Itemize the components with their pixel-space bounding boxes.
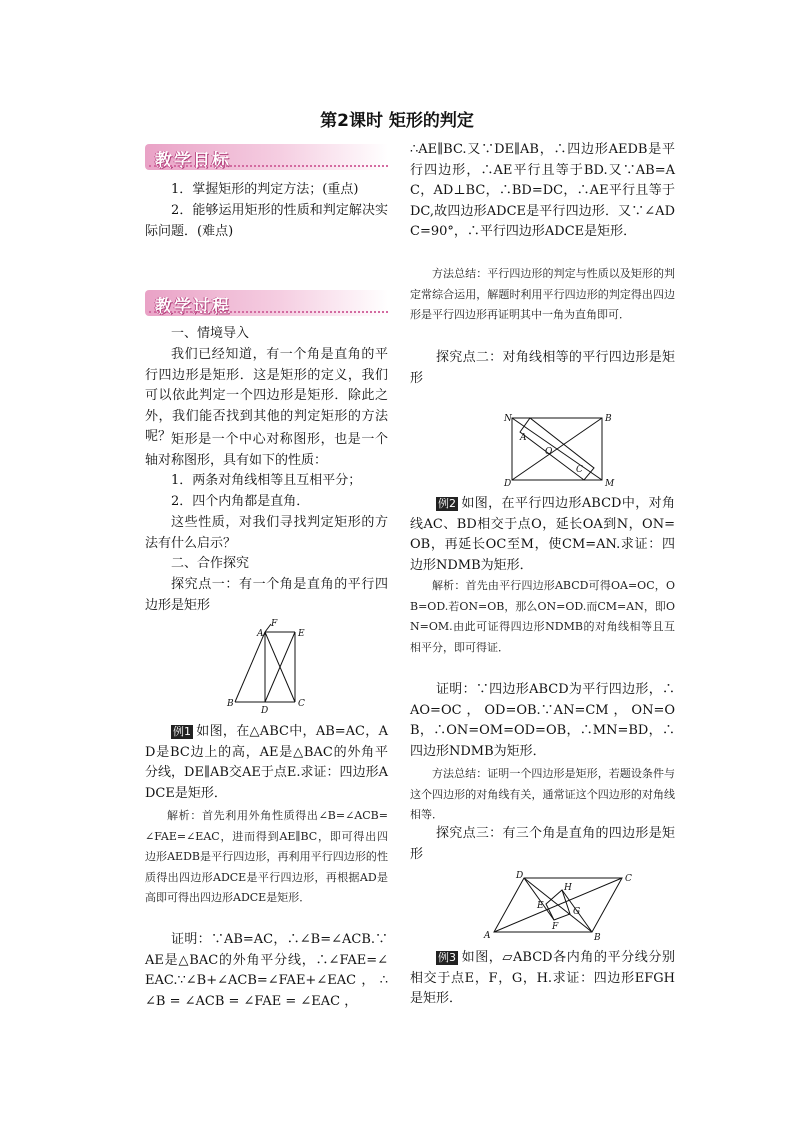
example-3 — [410, 948, 675, 1010]
example-2 — [410, 494, 675, 576]
fig3-label-h: H — [564, 883, 572, 893]
fig3-label-g: G — [573, 907, 581, 917]
example-1-text: 如图，在△ABC中，AB=AC，AD是BC边上的高，AE是△BAC的外角平分线，DE∥AB交AE于点E.求证：四边形ADCE是矩形． — [145, 724, 388, 801]
method-summary-2: 方法总结：证明一个四边形是矩形，若题设条件与这个四边形的对角线有关，通常证这个四边形的对角线相等． — [410, 767, 675, 821]
objective-2: 2．能够运用矩形的性质和判定解决实际问题．(难点) — [145, 203, 388, 239]
example-1-proof: 证明：∵AB=AC，∴∠B=∠ACB.∵AE是△BAC的外角平分线，∴∠FAE=∠EAC.∵∠B+∠ACB=∠FAE+∠EAC，∴∠B = ∠ACB = ∠FAE = ∠EAC ， — [145, 932, 388, 1009]
fig1-label-a: A — [257, 629, 264, 639]
fig1-line-ab — [235, 632, 265, 702]
fig1-label-f: F — [271, 619, 278, 629]
exploration-point-2: 探究点二：对角线相等的平行四边形是矩形 — [410, 350, 675, 386]
fig3-label-f: F — [552, 922, 559, 932]
property-2: 2．四个内角都是直角． — [171, 494, 310, 509]
fig1-label-b: B — [227, 699, 234, 709]
example-1-tag: 例1 — [173, 725, 191, 738]
method-summary-1: 方法总结：平行四边形的判定与性质以及矩形的判定常综合运用，解题时利用平行四边形的判定得出四边形是平行四边形再证明其中一角为直角即可． — [410, 267, 675, 321]
exploration-point-1: 探究点一：有一个角是直角的平行四边形是矩形 — [145, 577, 388, 613]
fig1-label-e: E — [298, 629, 305, 639]
fig3-label-e: E — [537, 901, 544, 911]
figure-1-triangle-rectangle — [225, 620, 315, 715]
fig2-label-b: B — [605, 414, 612, 424]
example-1 — [145, 722, 388, 804]
objectives-banner-label: 教学目标 — [155, 151, 231, 171]
fig2-label-c: C — [576, 465, 583, 475]
figure-2-parallelogram-rectangle — [502, 410, 622, 490]
objective-1: 1．掌握矩形的判定方法；(重点) — [171, 182, 359, 197]
example-3-text: 如图，▱ABCD各内角的平分线分别相交于点E，F，G，H.求证：四边形EFGH是矩形． — [410, 950, 675, 1006]
exploration-point-3: 探究点三：有三个角是直角的四边形是矩形 — [410, 826, 675, 862]
figure-3-parallelogram-bisectors — [482, 868, 642, 943]
intro-paragraph-2: 矩形是一个中心对称图形，也是一个轴对称图形，具有如下的性质： — [145, 432, 388, 468]
example-2-proof: 证明：∵四边形ABCD为平行四边形，∴AO=OC，OD=OB.∵AN=CM，ON=OB，∴ON=OM=OD=OB，∴MN=BD，∴四边形NDMB为矩形． — [410, 682, 675, 759]
property-1: 1．两条对角线相等且互相平分； — [171, 473, 362, 488]
fig3-label-c: C — [625, 874, 632, 884]
fig2-label-d: D — [504, 479, 512, 489]
fig3-bisector-d — [524, 878, 554, 920]
fig3-label-b: B — [594, 933, 601, 943]
example-3-tag: 例3 — [438, 951, 456, 964]
example-1-proof-continued: ∴AE∥BC.又∵DE∥AB，∴四边形AEDB是平行四边形，∴AE平行且等于BD.又∵AB=AC，AD⊥BC，∴BD=DC，∴AE平行且等于DC,故四边形ADCE是平行四边形．又∵∠ADC=90°，∴平行四边形ADCE是矩形． — [410, 142, 675, 239]
page-title: 第2课时 矩形的判定 — [320, 111, 474, 131]
fig2-label-m: M — [605, 479, 615, 489]
fig1-label-d: D — [261, 706, 269, 716]
intro-paragraph-3: 这些性质，对我们寻找判定矩形的方法有什么启示？ — [145, 515, 388, 551]
process-banner — [145, 290, 388, 316]
example-2-tag: 例2 — [438, 497, 456, 510]
section-heading-1: 一、情境导入 — [171, 326, 250, 341]
fig3-label-a: A — [484, 931, 491, 941]
example-2-text: 如图，在平行四边形ABCD中，对角线AC、BD相交于点O，延长OA到N，ON=OB，再延长OC至M，使CM=AN.求证：四边形NDMB为矩形． — [410, 496, 675, 573]
section-heading-2: 二、合作探究 — [171, 556, 250, 571]
fig3-label-d: D — [516, 871, 524, 881]
fig1-label-c: C — [298, 699, 305, 709]
example-1-analysis: 解析：首先利用外角性质得出∠B=∠ACB=∠FAE=∠EAC，进而得到AE∥BC，即可得出四边形AEDB是平行四边形，再利用平行四边形的性质得出四边形ADCE是平行四边形，再根据AD是高即可得出四边形ADCE是矩形． — [145, 809, 388, 904]
objectives-banner — [145, 144, 388, 170]
process-banner-label: 教学过程 — [155, 297, 231, 317]
example-2-analysis: 解析：首先由平行四边形ABCD可得OA=OC，OB=OD.若ON=OB，那么ON=OD.而CM=AN，即ON=OM.由此可证得四边形NDMB的对角线相等且互相平分，即可得证． — [410, 579, 675, 654]
fig2-label-o: O — [545, 447, 553, 457]
intro-paragraph-1: 我们已经知道，有一个角是直角的平行四边形是矩形．这是矩形的定义，我们可以依此判定一个四边形是矩形．除此之外，我们能否找到其他的判定矩形的方法呢？ — [145, 347, 388, 444]
fig2-label-a: A — [520, 433, 527, 443]
fig2-label-n: N — [504, 414, 512, 424]
